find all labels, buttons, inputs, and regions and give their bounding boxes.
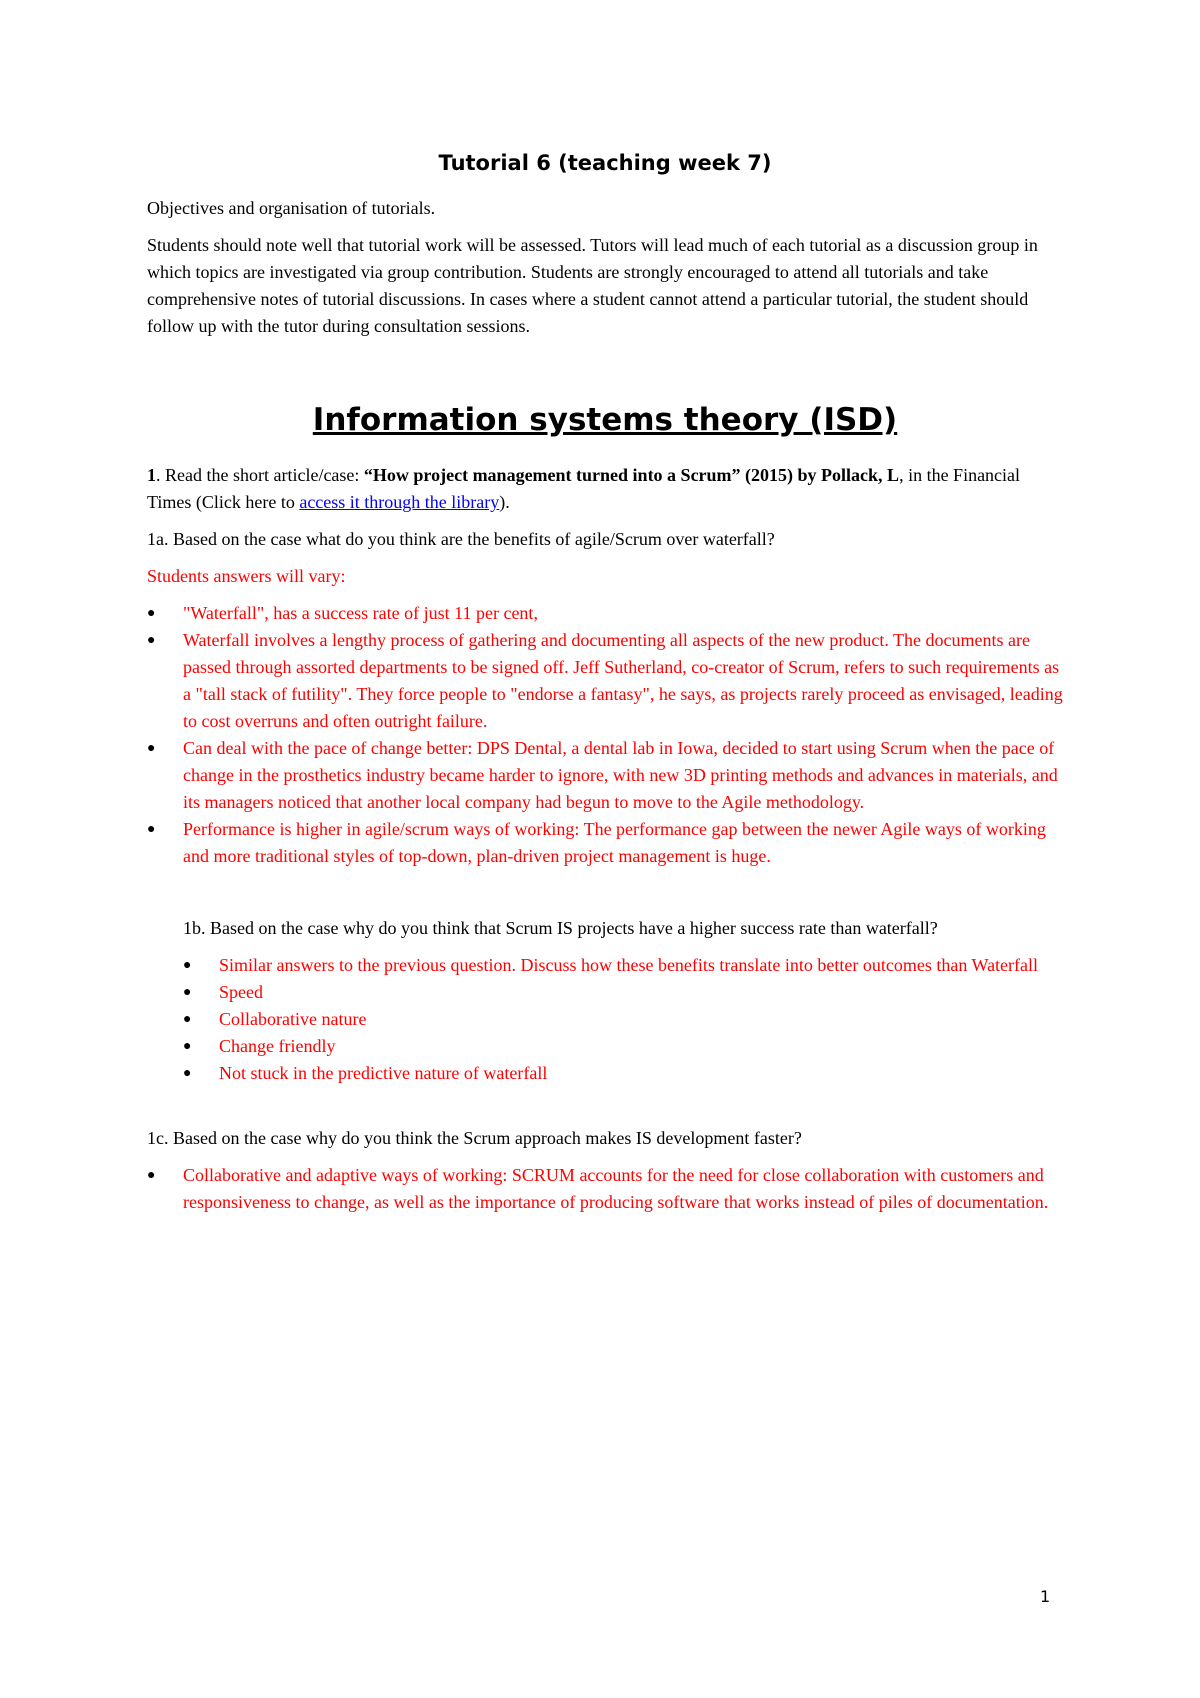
- list-item-text: Performance is higher in agile/scrum ways of working: The performance gap between the newer Agile ways of working and more traditional styles of top-down, plan-driven project management is huge.: [183, 819, 1046, 866]
- question-1b: 1b. Based on the case why do you think that Scrum IS projects have a higher success rate than waterfall?: [183, 918, 938, 938]
- list-item: [147, 735, 1063, 816]
- list-item: [183, 979, 1063, 1006]
- bullet-icon: ●: [183, 1012, 192, 1027]
- bullet-icon: ●: [183, 958, 192, 973]
- bullet-icon: ●: [183, 985, 192, 1000]
- list-item-text: Not stuck in the predictive nature of waterfall: [219, 1063, 548, 1083]
- bullet-icon: ●: [147, 822, 156, 837]
- question-1-text-middle: , in the Financial Times (Click here to: [147, 465, 1021, 512]
- document-body: [147, 148, 1063, 1216]
- bullet-icon: ●: [147, 606, 156, 621]
- list-item-text: Can deal with the pace of change better: DPS Dental, a dental lab in Iowa, decided to start using Scrum when the pace of change in the prosthetics industry became harder to ignore, with new 3D printing methods and advances in materials, and its managers noticed that another local company had begun to move to the Agile methodology.: [183, 738, 1058, 812]
- list-item-text: Collaborative and adaptive ways of working: SCRUM accounts for the need for close collaboration with customers and responsiveness to change, as well as the importance of producing software that works instead of piles of documentation.: [183, 1165, 1049, 1212]
- library-link[interactable]: access it through the library: [299, 492, 500, 512]
- bullet-icon: ●: [183, 1039, 192, 1054]
- question-1: [147, 462, 1063, 516]
- list-item: [183, 1033, 1063, 1060]
- list-item-text: "Waterfall", has a success rate of just 11 per cent,: [183, 603, 538, 623]
- list-item-text: Change friendly: [219, 1036, 336, 1056]
- answer-intro: Students answers will vary:: [147, 566, 346, 586]
- question-1a: 1a. Based on the case what do you think are the benefits of agile/Scrum over waterfall?: [147, 529, 775, 549]
- list-item-text: Collaborative nature: [219, 1009, 367, 1029]
- document-title: Tutorial 6 (teaching week 7): [438, 151, 772, 175]
- list-item: [147, 600, 1063, 627]
- question-1-number: 1: [147, 465, 156, 485]
- intro-paragraph: Students should note well that tutorial work will be assessed. Tutors will lead much of each tutorial as a discussion group in which topics are investigated via group contribution. Students are strongly encouraged to attend all tutorials and take comprehensive notes of tutorial discussions. In cases where a student cannot attend a particular tutorial, the student should follow up with the tutor during consultation sessions.: [147, 235, 1038, 336]
- question-1c: 1c. Based on the case why do you think the Scrum approach makes IS development faster?: [147, 1128, 802, 1148]
- list-item: [147, 627, 1063, 735]
- list-item: [147, 816, 1063, 870]
- list-item: [147, 1162, 1063, 1216]
- q1a-answer-list: [147, 600, 1063, 870]
- list-item: [183, 1006, 1063, 1033]
- list-item-text: Waterfall involves a lengthy process of gathering and documenting all aspects of the new product. The documents are passed through assorted departments to be signed off. Jeff Sutherland, co-creator of Scrum, refers to such requirements as a "tall stack of futility". They force people to "endorse a fantasy", he says, as projects rarely proceed as envisaged, leading to cost overruns and often outright failure.: [183, 630, 1063, 731]
- list-item: [183, 1060, 1063, 1087]
- bullet-icon: ●: [183, 1066, 192, 1081]
- bullet-icon: ●: [147, 1168, 156, 1183]
- page-number: 1: [1040, 1587, 1051, 1606]
- article-title: “How project management turned into a Scrum” (2015) by Pollack, L: [363, 465, 900, 485]
- objectives-label: Objectives and organisation of tutorials.: [147, 198, 436, 218]
- question-1-text-after: ).: [499, 492, 510, 512]
- bullet-icon: ●: [147, 633, 156, 648]
- list-item-text: Similar answers to the previous question. Discuss how these benefits translate into better outcomes than Waterfall: [219, 955, 1039, 975]
- section-heading: Information systems theory (ISD): [312, 402, 898, 438]
- bullet-icon: ●: [147, 741, 156, 756]
- list-item-text: Speed: [219, 982, 263, 1002]
- question-1-text-before: . Read the short article/case:: [156, 465, 364, 485]
- list-item: [183, 952, 1063, 979]
- q1c-answer-list: [147, 1162, 1063, 1216]
- q1b-answer-list: [183, 952, 1063, 1087]
